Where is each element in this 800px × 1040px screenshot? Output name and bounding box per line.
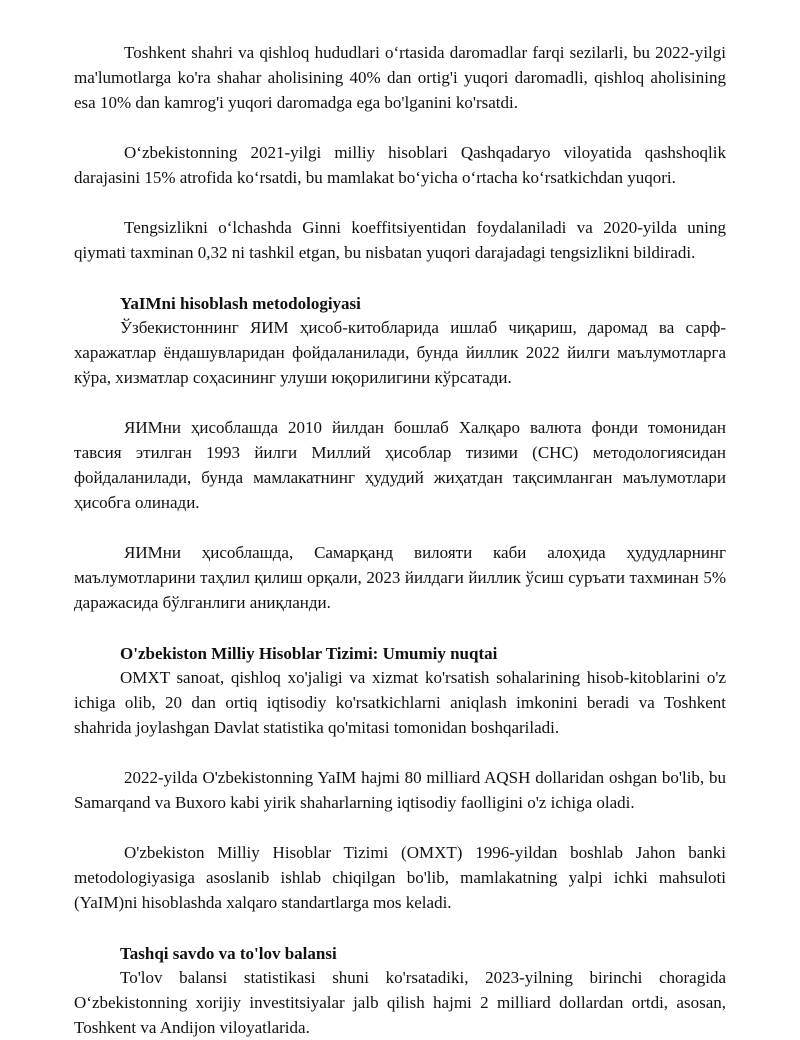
paragraph: Toshkent shahri va qishloq hududlari oʻrtasida daromadlar farqi sezilarli, bu 2022-yilgi ma'lumotlarga ko'ra shahar aholisining 40% dan ortig'i yuqori daromadli, qishloq aholisining esa 10% dan kamrog'i yuqori daromadga ega bo'lganini ko'rsatdi. (74, 43, 726, 112)
paragraph: Oʻzbekistonning 2021-yilgi milliy hisoblari Qashqadaryo viloyatida qashshoqlik darajasini 15% atrofida koʻrsatdi, bu mamlakat boʻyicha oʻrtacha koʻrsatkichdan yuqori. (74, 143, 726, 187)
paragraph: OMXT sanoat, qishloq xo'jaligi va xizmat ko'rsatish sohalarining hisob-kitoblarini o'z ichiga olib, 20 dan ortiq iqtisodiy ko'rsatkichlarni aniqlash imkonini beradi va Toshkent shahrida joylashgan Davlat statistika qo'mitasi tomonidan boshqariladi. (74, 668, 726, 737)
paragraph: 2022-yilda O'zbekistonning YaIM hajmi 80 milliard AQSH dollaridan oshgan bo'lib, bu Samarqand va Buxoro kabi yirik shaharlarning iqtisodiy faolligini o'z ichiga oladi. (74, 768, 726, 812)
paragraph: ЯИМни ҳисоблашда 2010 йилдан бошлаб Халқаро валюта фонди томонидан тавсия этилган 1993 йилги Миллий ҳисоблар тизими (СНС) методологиясидан фойдаланилади, бунда мамлакатнинг ҳудудий жиҳатдан тақсимланган маълумотлари ҳисобга олинади. (74, 418, 726, 512)
section-heading: YaIMni hisoblash metodologiyasi (120, 294, 361, 313)
paragraph: O'zbekiston Milliy Hisoblar Tizimi (OMXT) 1996-yildan boshlab Jahon banki metodologiyasiga asoslanib ishlab chiqilgan bo'lib, mamlakatning yalpi ichki mahsuloti (YaIM)ni hisoblashda xalqaro standartlarga mos keladi. (74, 843, 726, 912)
section-heading: O'zbekiston Milliy Hisoblar Tizimi: Umumiy nuqtai (120, 644, 498, 663)
paragraph: Ўзбекистоннинг ЯИМ ҳисоб-китобларида ишлаб чиқариш, даромад ва сарф-харажатлар ёндашувларидан фойдаланилади, бунда йиллик 2022 йилги маълумотларга кўра, хизматлар соҳасининг улуши юқорилигини кўрсатади. (74, 318, 726, 387)
section-heading: Tashqi savdo va to'lov balansi (120, 944, 337, 963)
document-page (74, 40, 726, 1040)
paragraph: ЯИМни ҳисоблашда, Самарқанд вилояти каби алоҳида ҳудудларнинг маълумотларини таҳлил қилиш орқали, 2023 йилдаги йиллик ўсиш суръати тахминан 5% даражасида бўлганлиги аниқланди. (74, 543, 726, 612)
paragraph: Tengsizlikni oʻlchashda Ginni koeffitsiyentidan foydalaniladi va 2020-yilda uning qiymati taxminan 0,32 ni tashkil etgan, bu nisbatan yuqori darajadagi tengsizlikni bildiradi. (74, 218, 726, 262)
paragraph: To'lov balansi statistikasi shuni ko'rsatadiki, 2023-yilning birinchi choragida Oʻzbekistonning xorijiy investitsiyalar jalb qilish hajmi 2 milliard dollardan ortdi, asosan, Toshkent va Andijon viloyatlarida. (74, 968, 726, 1037)
